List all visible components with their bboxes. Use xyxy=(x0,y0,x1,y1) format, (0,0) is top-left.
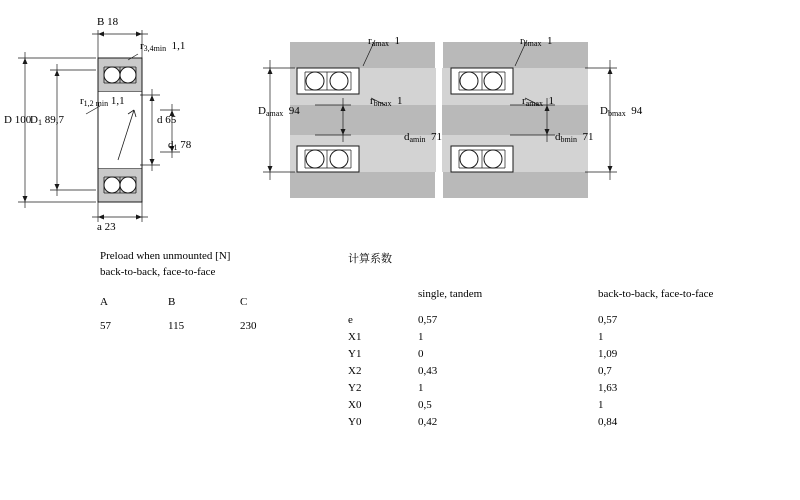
label-dbmin: $d_{bmin}$ 71 xyxy=(555,131,594,144)
factors-symbol-x2: X2 xyxy=(348,365,362,377)
factors-btb-x1: 1 xyxy=(598,331,604,343)
factors-row-y0 xyxy=(348,416,778,433)
factors-row-x0 xyxy=(348,399,778,416)
factors-header-single-tandem: single, tandem xyxy=(418,288,483,300)
preload-table xyxy=(100,250,320,336)
factors-symbol-y0: Y0 xyxy=(348,416,362,428)
factors-single-x0: 0,5 xyxy=(418,399,432,411)
label-rbmax-inner: $r_{bmax}$ 1 xyxy=(370,95,403,108)
label-damin: $d_{amin}$ 71 xyxy=(404,131,442,144)
factors-btb-y2: 1,63 xyxy=(598,382,618,394)
preload-value-C: 230 xyxy=(240,320,257,332)
label-ramax-top-left: $r_{amax}$ 1 xyxy=(368,35,400,48)
factors-header-btb-ftf: back-to-back, face-to-face xyxy=(598,288,714,300)
preload-table-value-row xyxy=(100,320,320,336)
factors-single-y2: 1 xyxy=(418,382,424,394)
factors-row-x2 xyxy=(348,365,778,382)
factors-table xyxy=(348,250,778,433)
preload-table-header-row xyxy=(100,296,320,312)
factors-row-x1 xyxy=(348,331,778,348)
preload-header-C: C xyxy=(240,296,248,308)
factors-symbol-x1: X1 xyxy=(348,331,362,343)
factors-btb-x0: 1 xyxy=(598,399,604,411)
label-d: d 65 xyxy=(157,114,177,126)
preload-header-B: B xyxy=(168,296,176,308)
label-d1: $d_1$ 78 xyxy=(168,139,192,152)
factors-table-title: 计算系数 xyxy=(348,252,392,265)
factors-symbol-y1: Y1 xyxy=(348,348,362,360)
factors-table-header-row xyxy=(348,288,778,304)
factors-row-y2 xyxy=(348,382,778,399)
right-bearing-pair-drawing xyxy=(255,10,675,250)
factors-symbol-e: e xyxy=(348,314,353,326)
factors-symbol-y2: Y2 xyxy=(348,382,362,394)
preload-table-subtitle: back-to-back, face-to-face xyxy=(100,266,216,278)
label-r34min: $r_{3,4min}$ 1,1 xyxy=(140,40,186,53)
factors-btb-y1: 1,09 xyxy=(598,348,618,360)
factors-single-y1: 0 xyxy=(418,348,424,360)
preload-table-title: Preload when unmounted [N] xyxy=(100,250,231,262)
label-r12min: $r_{1,2 min}$ 1,1 xyxy=(80,95,125,108)
preload-header-A: A xyxy=(100,296,108,308)
preload-value-A: 57 xyxy=(100,320,111,332)
label-D1: $D_1$ 89,7 xyxy=(30,114,64,127)
label-B: B 18 xyxy=(97,16,119,28)
factors-row-y1 xyxy=(348,348,778,365)
factors-single-x2: 0,43 xyxy=(418,365,438,377)
label-a: a 23 xyxy=(97,221,116,233)
label-rbmax-top-right: $r_{bmax}$ 1 xyxy=(520,35,553,48)
factors-row-e xyxy=(348,314,778,331)
factors-single-e: 0,57 xyxy=(418,314,438,326)
factors-single-y0: 0,42 xyxy=(418,416,438,428)
label-ramax-inner: $r_{amax}$ 1 xyxy=(522,95,554,108)
factors-btb-x2: 0,7 xyxy=(598,365,612,377)
label-Damax: $D_{amax}$ 94 xyxy=(258,105,300,118)
factors-single-x1: 1 xyxy=(418,331,424,343)
label-D: D 100 xyxy=(4,114,32,126)
factors-btb-e: 0,57 xyxy=(598,314,618,326)
factors-btb-y0: 0,84 xyxy=(598,416,618,428)
factors-symbol-x0: X0 xyxy=(348,399,362,411)
preload-value-B: 115 xyxy=(168,320,185,332)
label-Dbmax: $D_{bmax}$ 94 xyxy=(600,105,643,118)
left-bearing-drawing xyxy=(0,10,260,250)
